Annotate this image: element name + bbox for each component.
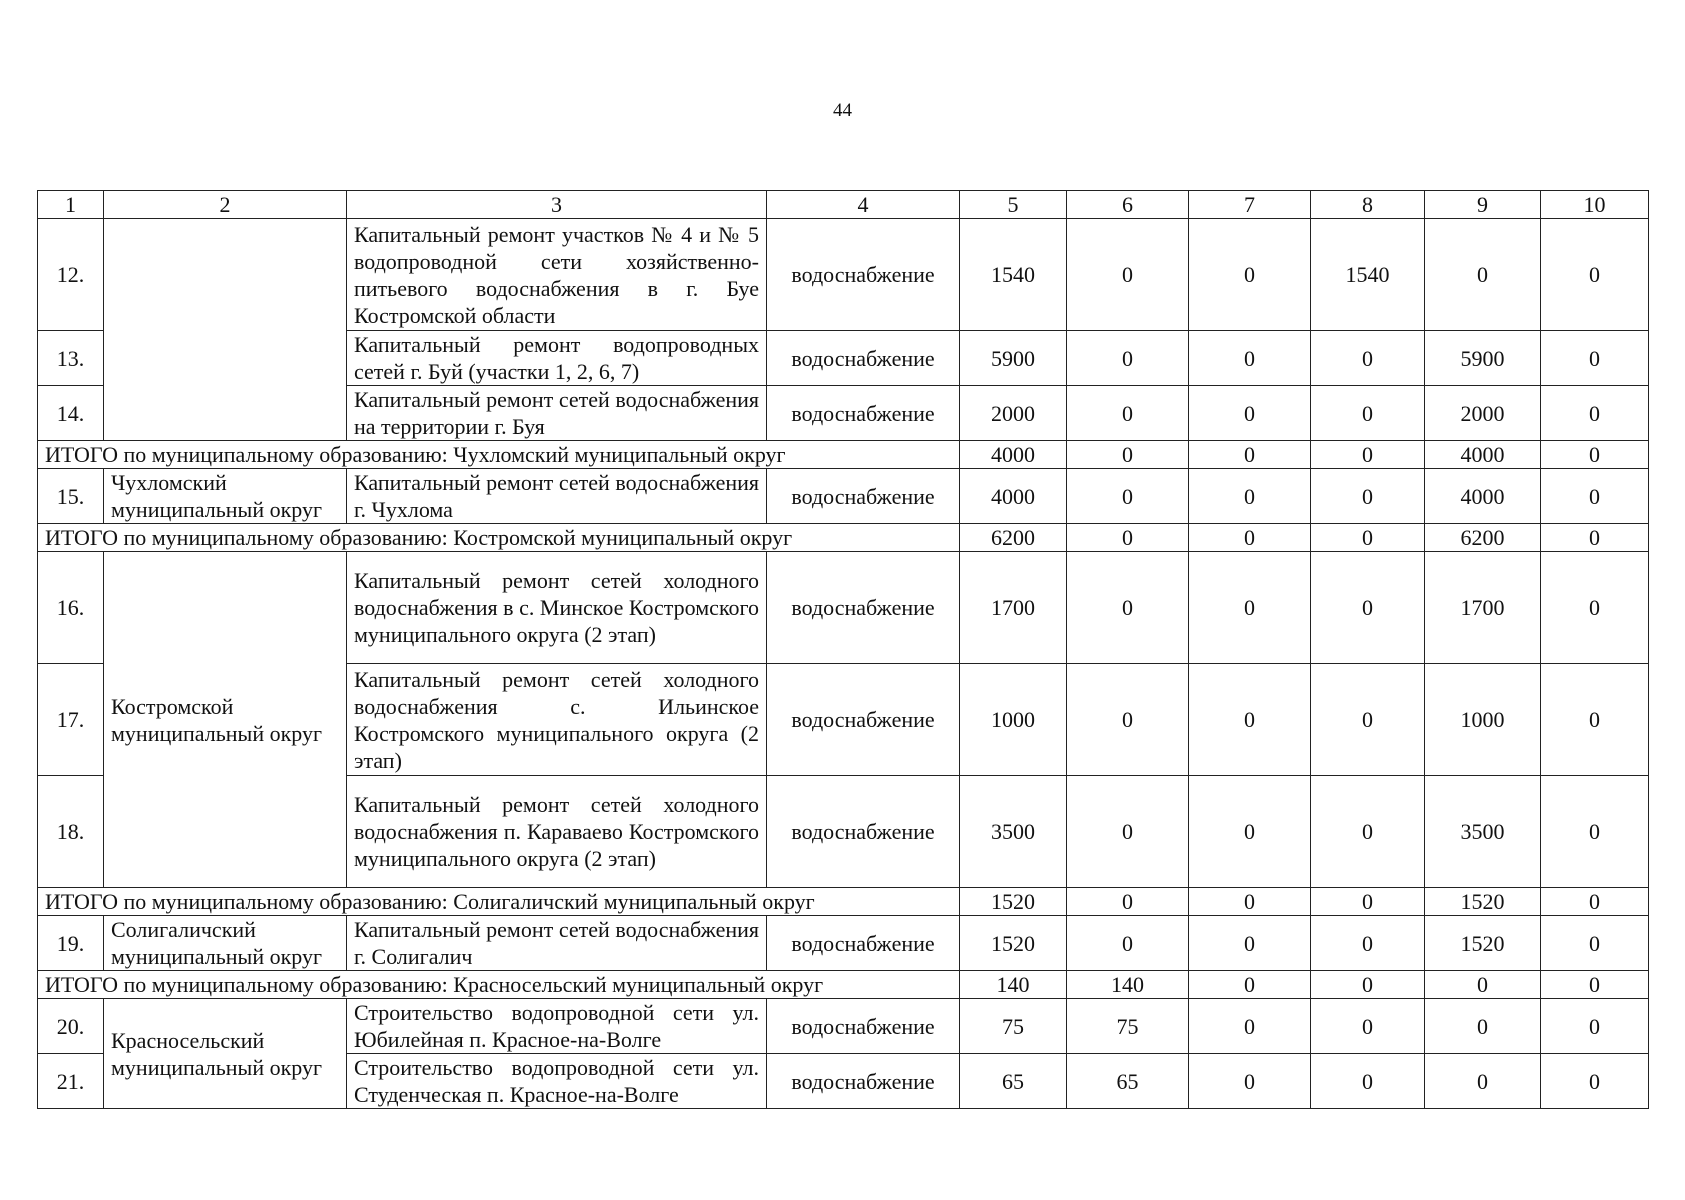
value-col8: 0: [1311, 971, 1425, 999]
page-number: 44: [833, 100, 852, 121]
value-col10: 0: [1541, 386, 1649, 441]
value-col8: 0: [1311, 999, 1425, 1054]
value-col10: 0: [1541, 664, 1649, 776]
value-col9: 2000: [1425, 386, 1541, 441]
value-col10: 0: [1541, 999, 1649, 1054]
value-col6: 0: [1067, 776, 1189, 888]
value-col5: 2000: [960, 386, 1067, 441]
value-col9: 3500: [1425, 776, 1541, 888]
value-col7: 0: [1189, 552, 1311, 664]
value-col7: 0: [1189, 776, 1311, 888]
header-cell: 1: [38, 191, 104, 219]
project-name: Капитальный ремонт сетей холодного водоснабжения с. Ильинское Костромского муниципального округа (2 этап): [347, 664, 767, 776]
value-col5: 1000: [960, 664, 1067, 776]
total-row: [38, 888, 1649, 916]
municipality-cell: Красносельский муниципальный округ: [104, 999, 347, 1109]
value-col6: 0: [1067, 386, 1189, 441]
value-col5: 6200: [960, 524, 1067, 552]
value-col8: 0: [1311, 776, 1425, 888]
value-col6: 0: [1067, 441, 1189, 469]
value-col7: 0: [1189, 331, 1311, 386]
total-row: [38, 441, 1649, 469]
value-col7: 0: [1189, 1054, 1311, 1109]
value-col8: 0: [1311, 552, 1425, 664]
total-label: ИТОГО по муниципальному образованию: Костромской муниципальный округ: [38, 524, 960, 552]
project-type: водоснабжение: [767, 552, 960, 664]
value-col5: 4000: [960, 441, 1067, 469]
value-col8: 0: [1311, 888, 1425, 916]
value-col8: 0: [1311, 916, 1425, 971]
value-col7: 0: [1189, 664, 1311, 776]
value-col10: 0: [1541, 441, 1649, 469]
value-col10: 0: [1541, 331, 1649, 386]
project-name: Капитальный ремонт сетей водоснабжения г. Чухлома: [347, 469, 767, 524]
project-type: водоснабжение: [767, 664, 960, 776]
value-col8: 0: [1311, 331, 1425, 386]
row-number: 12.: [38, 219, 104, 331]
value-col10: 0: [1541, 776, 1649, 888]
value-col7: 0: [1189, 971, 1311, 999]
value-col9: 5900: [1425, 331, 1541, 386]
value-col10: 0: [1541, 888, 1649, 916]
value-col10: 0: [1541, 219, 1649, 331]
row-number: 18.: [38, 776, 104, 888]
row-number: 20.: [38, 999, 104, 1054]
value-col5: 5900: [960, 331, 1067, 386]
header-cell: 3: [347, 191, 767, 219]
value-col9: 1700: [1425, 552, 1541, 664]
value-col9: 4000: [1425, 441, 1541, 469]
row-number: 14.: [38, 386, 104, 441]
value-col5: 3500: [960, 776, 1067, 888]
value-col6: 140: [1067, 971, 1189, 999]
header-cell: 2: [104, 191, 347, 219]
municipality-cell: Чухломский муниципальный округ: [104, 469, 347, 524]
value-col7: 0: [1189, 999, 1311, 1054]
total-row: [38, 524, 1649, 552]
row-number: 16.: [38, 552, 104, 664]
value-col10: 0: [1541, 552, 1649, 664]
value-col9: 0: [1425, 219, 1541, 331]
project-type: водоснабжение: [767, 1054, 960, 1109]
project-type: водоснабжение: [767, 469, 960, 524]
value-col6: 0: [1067, 524, 1189, 552]
value-col5: 75: [960, 999, 1067, 1054]
value-col7: 0: [1189, 441, 1311, 469]
value-col5: 1540: [960, 219, 1067, 331]
row-number: 15.: [38, 469, 104, 524]
project-name: Капитальный ремонт сетей водоснабжения на территории г. Буя: [347, 386, 767, 441]
header-cell: 9: [1425, 191, 1541, 219]
value-col6: 0: [1067, 469, 1189, 524]
value-col5: 140: [960, 971, 1067, 999]
value-col5: 1520: [960, 888, 1067, 916]
row-number: 17.: [38, 664, 104, 776]
project-type: водоснабжение: [767, 219, 960, 331]
value-col7: 0: [1189, 469, 1311, 524]
value-col9: 0: [1425, 971, 1541, 999]
project-type: водоснабжение: [767, 776, 960, 888]
value-col7: 0: [1189, 386, 1311, 441]
value-col7: 0: [1189, 916, 1311, 971]
table-row: [38, 552, 1649, 664]
value-col7: 0: [1189, 888, 1311, 916]
value-col10: 0: [1541, 469, 1649, 524]
table-row: [38, 999, 1649, 1054]
value-col6: 0: [1067, 552, 1189, 664]
value-col5: 4000: [960, 469, 1067, 524]
header-cell: 8: [1311, 191, 1425, 219]
value-col8: 0: [1311, 441, 1425, 469]
value-col10: 0: [1541, 916, 1649, 971]
project-name: Строительство водопроводной сети ул. Студенческая п. Красное-на-Волге: [347, 1054, 767, 1109]
project-type: водоснабжение: [767, 999, 960, 1054]
value-col6: 65: [1067, 1054, 1189, 1109]
value-col8: 0: [1311, 1054, 1425, 1109]
total-label: ИТОГО по муниципальному образованию: Чухломский муниципальный округ: [38, 441, 960, 469]
total-label: ИТОГО по муниципальному образованию: Красносельский муниципальный округ: [38, 971, 960, 999]
value-col5: 1520: [960, 916, 1067, 971]
header-cell: 6: [1067, 191, 1189, 219]
value-col6: 75: [1067, 999, 1189, 1054]
value-col8: 0: [1311, 664, 1425, 776]
project-type: водоснабжение: [767, 331, 960, 386]
header-cell: 7: [1189, 191, 1311, 219]
table-row: [38, 469, 1649, 524]
value-col9: 1520: [1425, 916, 1541, 971]
header-cell: 5: [960, 191, 1067, 219]
project-name: Капитальный ремонт участков № 4 и № 5 водопроводной сети хозяйственно-питьевого водоснабжения в г. Буе Костромской области: [347, 219, 767, 331]
header-row: [38, 191, 1649, 219]
header-cell: 4: [767, 191, 960, 219]
row-number: 13.: [38, 331, 104, 386]
project-type: водоснабжение: [767, 916, 960, 971]
value-col9: 1520: [1425, 888, 1541, 916]
value-col8: 0: [1311, 386, 1425, 441]
value-col9: 0: [1425, 1054, 1541, 1109]
total-row: [38, 971, 1649, 999]
project-name: Капитальный ремонт водопроводных сетей г. Буй (участки 1, 2, 6, 7): [347, 331, 767, 386]
municipality-cell: [104, 219, 347, 441]
project-name: Капитальный ремонт сетей водоснабжения г. Солигалич: [347, 916, 767, 971]
value-col8: 0: [1311, 524, 1425, 552]
value-col6: 0: [1067, 219, 1189, 331]
project-name: Строительство водопроводной сети ул. Юбилейная п. Красное-на-Волге: [347, 999, 767, 1054]
value-col6: 0: [1067, 916, 1189, 971]
table-row: [38, 219, 1649, 331]
value-col10: 0: [1541, 524, 1649, 552]
row-number: 19.: [38, 916, 104, 971]
value-col7: 0: [1189, 524, 1311, 552]
value-col9: 6200: [1425, 524, 1541, 552]
project-type: водоснабжение: [767, 386, 960, 441]
value-col5: 65: [960, 1054, 1067, 1109]
value-col9: 4000: [1425, 469, 1541, 524]
value-col6: 0: [1067, 888, 1189, 916]
value-col8: 0: [1311, 469, 1425, 524]
value-col8: 1540: [1311, 219, 1425, 331]
value-col6: 0: [1067, 664, 1189, 776]
header-cell: 10: [1541, 191, 1649, 219]
value-col7: 0: [1189, 219, 1311, 331]
value-col6: 0: [1067, 331, 1189, 386]
value-col10: 0: [1541, 1054, 1649, 1109]
row-number: 21.: [38, 1054, 104, 1109]
value-col5: 1700: [960, 552, 1067, 664]
water-supply-table: [37, 190, 1649, 1109]
municipality-cell: Костромской муниципальный округ: [104, 552, 347, 888]
value-col9: 0: [1425, 999, 1541, 1054]
project-name: Капитальный ремонт сетей холодного водоснабжения в с. Минское Костромского муниципального округа (2 этап): [347, 552, 767, 664]
total-label: ИТОГО по муниципальному образованию: Солигаличский муниципальный округ: [38, 888, 960, 916]
value-col9: 1000: [1425, 664, 1541, 776]
value-col10: 0: [1541, 971, 1649, 999]
project-name: Капитальный ремонт сетей холодного водоснабжения п. Караваево Костромского муниципального округа (2 этап): [347, 776, 767, 888]
municipality-cell: Солигаличский муниципальный округ: [104, 916, 347, 971]
table-row: [38, 916, 1649, 971]
